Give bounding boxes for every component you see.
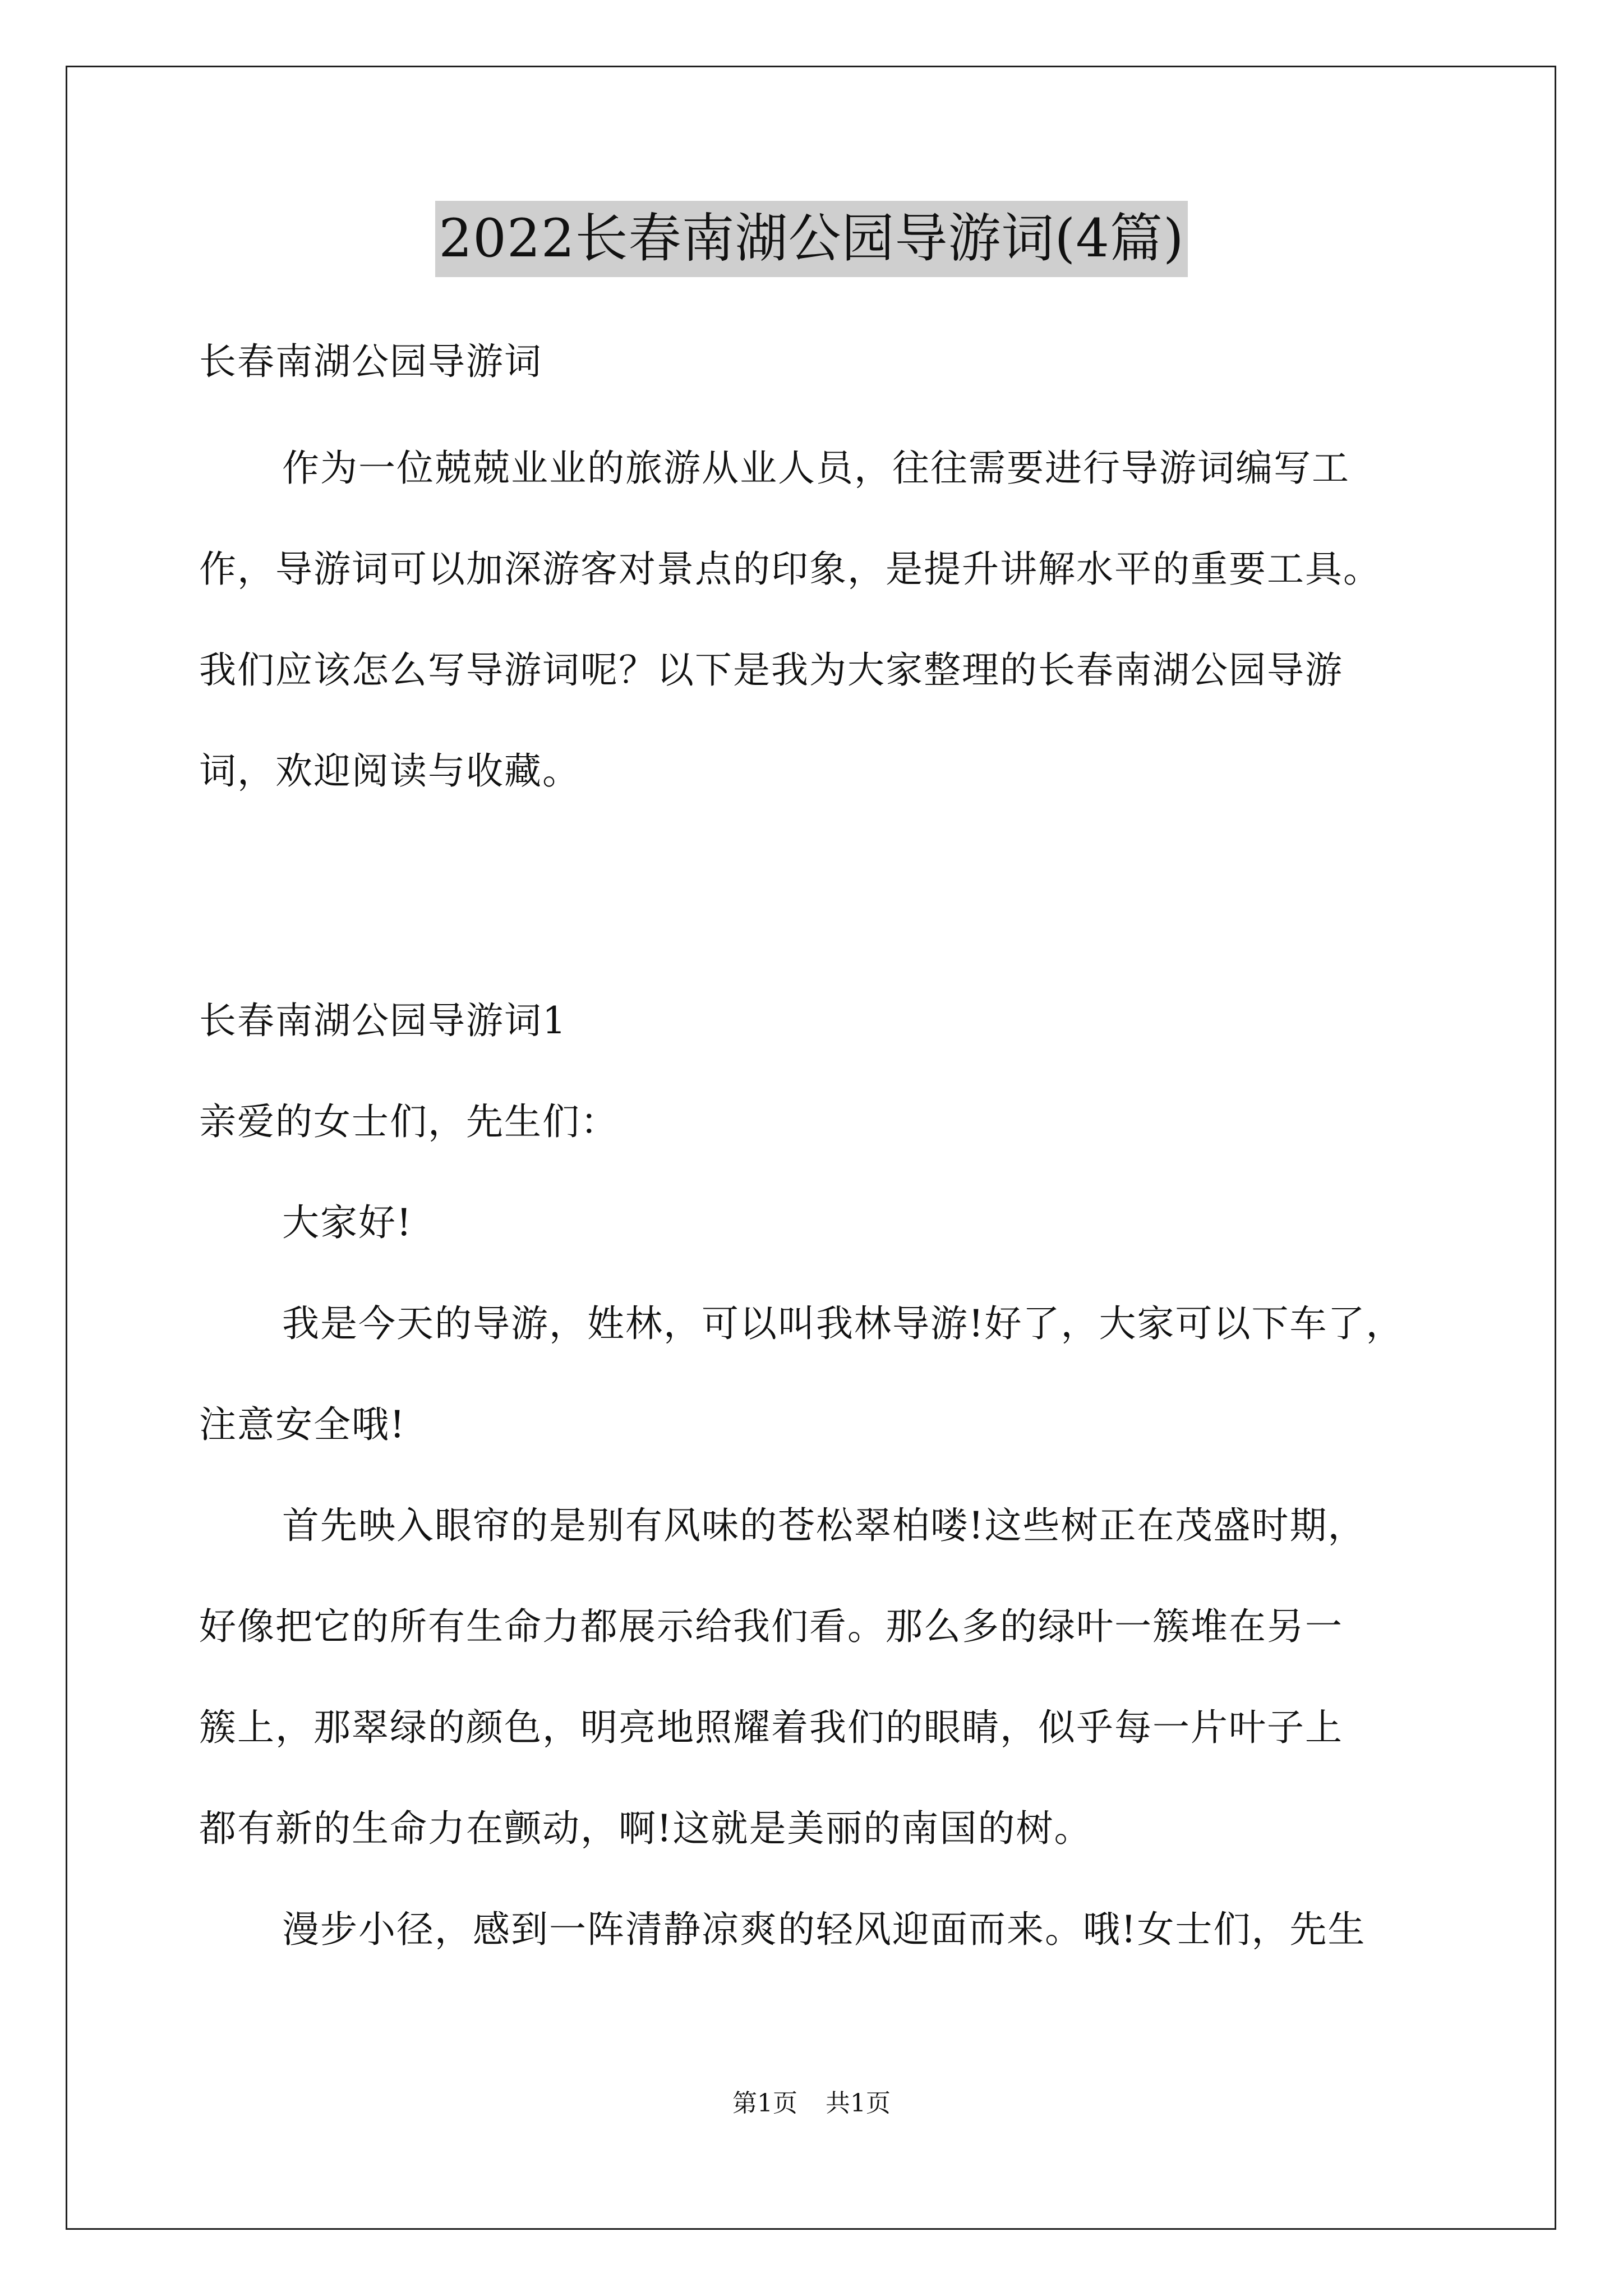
paragraph-line: 簇上，那翠绿的颜色，明亮地照耀着我们的眼睛，似乎每一片叶子上 [199,1706,1343,1749]
paragraph-line: 注意安全哦! [199,1403,406,1446]
paragraph-line: 作，导游词可以加深游客对景点的印象，是提升讲解水平的重要工具。 [199,547,1381,591]
salutation-line: 亲爱的女士们，先生们： [199,1100,619,1143]
paragraph-line: 大家好! [282,1201,413,1244]
paragraph-line: 都有新的生命力在颤动，啊!这就是美丽的南国的树。 [199,1807,1092,1850]
page-number-total: 共1页 [826,2089,891,2118]
paragraph-line: 词，欢迎阅读与收藏。 [199,749,580,793]
paragraph-line: 首先映入眼帘的是别有风味的苍松翠柏喽!这些树正在茂盛时期， [282,1504,1366,1547]
title-container [0,201,1623,277]
page-number-current: 第1页 [732,2089,797,2118]
paragraph-line: 我们应该怎么写导游词呢？以下是我为大家整理的长春南湖公园导游 [199,648,1343,692]
page-footer [0,2087,1623,2120]
section-heading: 长春南湖公园导游词 [199,340,542,383]
paragraph-line: 好像把它的所有生命力都展示给我们看。那么多的绿叶一簇堆在另一 [199,1605,1343,1648]
paragraph-line: 漫步小径，感到一阵清静凉爽的轻风迎面而来。哦!女士们，先生 [282,1908,1366,1951]
section-heading: 长春南湖公园导游词1 [199,999,567,1042]
paragraph-line: 作为一位兢兢业业的旅游从业人员，往往需要进行导游词编写工 [282,447,1350,490]
paragraph-line: 我是今天的导游，姓林，可以叫我林导游!好了，大家可以下车了， [282,1302,1404,1345]
document-title: 2022长春南湖公园导游词(4篇) [435,201,1187,277]
